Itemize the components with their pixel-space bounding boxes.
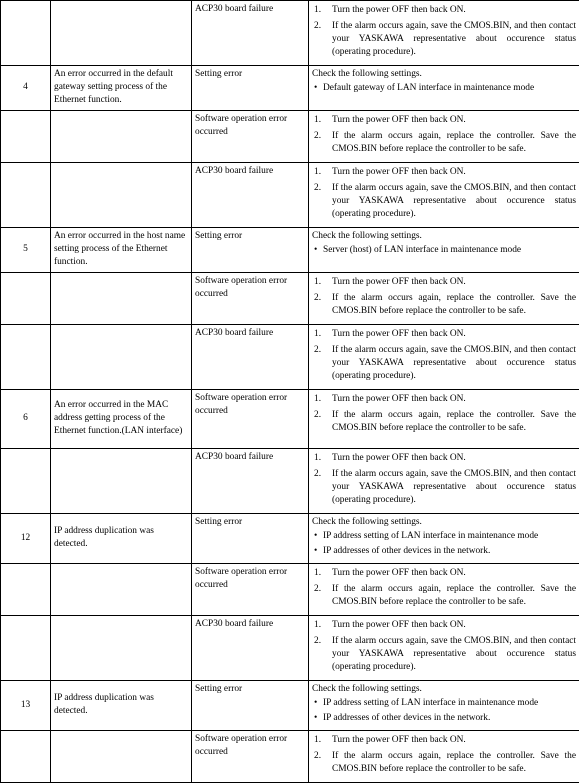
remedy-cell — [309, 228, 579, 273]
remedy-bullet — [312, 244, 576, 257]
remedy-lead: Check the following settings. — [312, 230, 576, 243]
step-number: 1. — [314, 734, 321, 747]
step-text: Turn the power OFF then back ON. — [332, 568, 466, 578]
alarm-description-cell — [51, 325, 192, 390]
step-text: If the alarm occurs again, save the CMOS.BIN, and then contact your YASKAWA representative about occurence status (operating procedure). — [332, 21, 576, 57]
alarm-description-cell — [51, 564, 192, 616]
remedy-step — [312, 20, 576, 59]
cause-cell: Setting error — [192, 514, 309, 564]
step-text: If the alarm occurs again, save the CMOS.BIN, and then contact your YASKAWA representative about occurence status (operating procedure). — [332, 345, 576, 381]
step-text: If the alarm occurs again, replace the controller. Save the CMOS.BIN before replace the controller to be safe. — [332, 584, 576, 607]
remedy-bullet — [312, 530, 576, 543]
table-row — [1, 564, 579, 616]
alarm-subcode-cell: 12 — [1, 514, 51, 564]
step-text: If the alarm occurs again, replace the controller. Save the CMOS.BIN before replace the controller to be safe. — [332, 293, 576, 316]
step-text: Turn the power OFF then back ON. — [332, 735, 466, 745]
remedy-lead: Check the following settings. — [312, 68, 576, 81]
remedy-cell — [309, 681, 579, 731]
bullet-text: IP address setting of LAN interface in maintenance mode — [323, 531, 538, 541]
step-text: Turn the power OFF then back ON. — [332, 453, 466, 463]
bullet-icon: • — [314, 82, 317, 95]
alarm-subcode-cell — [1, 564, 51, 616]
step-number: 2. — [314, 130, 321, 143]
bullet-icon: • — [314, 244, 317, 257]
cause-cell: Setting error — [192, 228, 309, 273]
step-number: 1. — [314, 276, 321, 289]
table-row — [1, 616, 579, 681]
table-row — [1, 111, 579, 163]
remedy-step — [312, 276, 576, 289]
alarm-subcode-cell — [1, 1, 51, 66]
remedy-step — [312, 452, 576, 465]
step-number: 2. — [314, 750, 321, 763]
step-text: Turn the power OFF then back ON. — [332, 620, 466, 630]
step-number: 2. — [314, 182, 321, 195]
remedy-step — [312, 182, 576, 221]
remedy-step — [312, 393, 576, 406]
remedy-bullet — [312, 82, 576, 95]
alarm-subcode-cell: 13 — [1, 681, 51, 731]
cause-cell: Software operation error occurred — [192, 564, 309, 616]
remedy-cell — [309, 731, 579, 783]
cause-cell: Software operation error occurred — [192, 273, 309, 325]
step-number: 2. — [314, 409, 321, 422]
step-text: If the alarm occurs again, save the CMOS.BIN, and then contact your YASKAWA representative about occurence status (operating procedure). — [332, 469, 576, 505]
remedy-step — [312, 328, 576, 341]
step-number: 2. — [314, 635, 321, 648]
remedy-cell — [309, 273, 579, 325]
step-text: If the alarm occurs again, replace the controller. Save the CMOS.BIN before replace the controller to be safe. — [332, 751, 576, 774]
remedy-step — [312, 4, 576, 17]
remedy-step — [312, 468, 576, 507]
step-number: 1. — [314, 393, 321, 406]
cause-cell: Software operation error occurred — [192, 731, 309, 783]
step-text: Turn the power OFF then back ON. — [332, 115, 466, 125]
step-number: 1. — [314, 4, 321, 17]
cause-cell: ACP30 board failure — [192, 616, 309, 681]
alarm-description-cell — [51, 163, 192, 228]
step-text: Turn the power OFF then back ON. — [332, 394, 466, 404]
bullet-text: Default gateway of LAN interface in maintenance mode — [323, 83, 534, 93]
remedy-cell — [309, 163, 579, 228]
step-number: 1. — [314, 619, 321, 632]
alarm-description-cell — [51, 616, 192, 681]
remedy-bullet — [312, 697, 576, 710]
alarm-subcode-cell — [1, 111, 51, 163]
table-row — [1, 325, 579, 390]
bullet-icon: • — [314, 697, 317, 710]
remedy-step — [312, 344, 576, 383]
alarm-description-cell: IP address duplication was detected. — [51, 514, 192, 564]
remedy-step — [312, 567, 576, 580]
cause-cell: Software operation error occurred — [192, 390, 309, 449]
remedy-cell — [309, 66, 579, 111]
remedy-cell — [309, 390, 579, 449]
alarm-description-cell — [51, 273, 192, 325]
step-number: 2. — [314, 20, 321, 33]
table-body — [1, 1, 579, 783]
remedy-step — [312, 166, 576, 179]
alarm-subcode-cell — [1, 616, 51, 681]
table-row — [1, 1, 579, 66]
step-number: 2. — [314, 292, 321, 305]
table-row — [1, 66, 579, 111]
remedy-cell — [309, 449, 579, 514]
table-row — [1, 514, 579, 564]
remedy-bullet — [312, 545, 576, 558]
table-row — [1, 273, 579, 325]
alarm-description-cell — [51, 1, 192, 66]
alarm-description-cell — [51, 731, 192, 783]
cause-cell: Software operation error occurred — [192, 111, 309, 163]
alarm-subcode-cell — [1, 325, 51, 390]
cause-cell: ACP30 board failure — [192, 449, 309, 514]
step-text: If the alarm occurs again, save the CMOS.BIN, and then contact your YASKAWA representative about occurence status (operating procedure). — [332, 636, 576, 672]
alarm-subcode-cell: 6 — [1, 390, 51, 449]
alarm-subcode-cell — [1, 449, 51, 514]
remedy-step — [312, 583, 576, 609]
remedy-step — [312, 619, 576, 632]
remedy-step — [312, 750, 576, 776]
remedy-bullet — [312, 712, 576, 725]
alarm-subcode-cell — [1, 273, 51, 325]
alarm-description-cell — [51, 449, 192, 514]
table-row — [1, 449, 579, 514]
step-text: If the alarm occurs again, replace the controller. Save the CMOS.BIN before replace the controller to be safe. — [332, 131, 576, 154]
alarm-subcode-cell — [1, 731, 51, 783]
remedy-step — [312, 114, 576, 127]
step-text: Turn the power OFF then back ON. — [332, 5, 466, 15]
remedy-cell — [309, 514, 579, 564]
step-text: Turn the power OFF then back ON. — [332, 167, 466, 177]
step-number: 1. — [314, 567, 321, 580]
alarm-subcode-cell: 5 — [1, 228, 51, 273]
alarm-description-cell — [51, 111, 192, 163]
alarm-description-cell: An error occurred in the default gateway setting process of the Ethernet function. — [51, 66, 192, 111]
table-row — [1, 228, 579, 273]
remedy-step — [312, 292, 576, 318]
alarm-subcode-cell: 4 — [1, 66, 51, 111]
step-text: If the alarm occurs again, save the CMOS.BIN, and then contact your YASKAWA representative about occurence status (operating procedure). — [332, 183, 576, 219]
alarm-description-cell: IP address duplication was detected. — [51, 681, 192, 731]
table-row — [1, 731, 579, 783]
cause-cell: Setting error — [192, 66, 309, 111]
bullet-text: IP addresses of other devices in the network. — [323, 713, 490, 723]
step-number: 1. — [314, 166, 321, 179]
step-number: 1. — [314, 452, 321, 465]
step-text: If the alarm occurs again, replace the controller. Save the CMOS.BIN before replace the controller to be safe. — [332, 410, 576, 433]
alarm-description-cell: An error occurred in the MAC address getting process of the Ethernet function.(LAN interface) — [51, 390, 192, 449]
bullet-icon: • — [314, 545, 317, 558]
remedy-lead: Check the following settings. — [312, 516, 576, 529]
table-row — [1, 390, 579, 449]
alarm-subcode-cell — [1, 163, 51, 228]
bullet-text: IP address setting of LAN interface in maintenance mode — [323, 698, 538, 708]
alarm-description-cell: An error occurred in the host name setting process of the Ethernet function. — [51, 228, 192, 273]
step-text: Turn the power OFF then back ON. — [332, 277, 466, 287]
cause-cell: Setting error — [192, 681, 309, 731]
cause-cell: ACP30 board failure — [192, 1, 309, 66]
step-number: 1. — [314, 328, 321, 341]
bullet-icon: • — [314, 530, 317, 543]
remedy-lead: Check the following settings. — [312, 683, 576, 696]
table-row — [1, 681, 579, 731]
step-number: 2. — [314, 344, 321, 357]
table-row — [1, 163, 579, 228]
step-text: Turn the power OFF then back ON. — [332, 329, 466, 339]
remedy-step — [312, 734, 576, 747]
step-number: 2. — [314, 468, 321, 481]
remedy-cell — [309, 564, 579, 616]
cause-cell: ACP30 board failure — [192, 163, 309, 228]
cause-cell: ACP30 board failure — [192, 325, 309, 390]
bullet-icon: • — [314, 712, 317, 725]
bullet-text: Server (host) of LAN interface in maintenance mode — [323, 245, 521, 255]
remedy-step — [312, 635, 576, 674]
step-number: 1. — [314, 114, 321, 127]
remedy-cell — [309, 325, 579, 390]
remedy-cell — [309, 111, 579, 163]
remedy-cell — [309, 1, 579, 66]
bullet-text: IP addresses of other devices in the network. — [323, 546, 490, 556]
remedy-step — [312, 409, 576, 435]
remedy-step — [312, 130, 576, 156]
remedy-cell — [309, 616, 579, 681]
step-number: 2. — [314, 583, 321, 596]
